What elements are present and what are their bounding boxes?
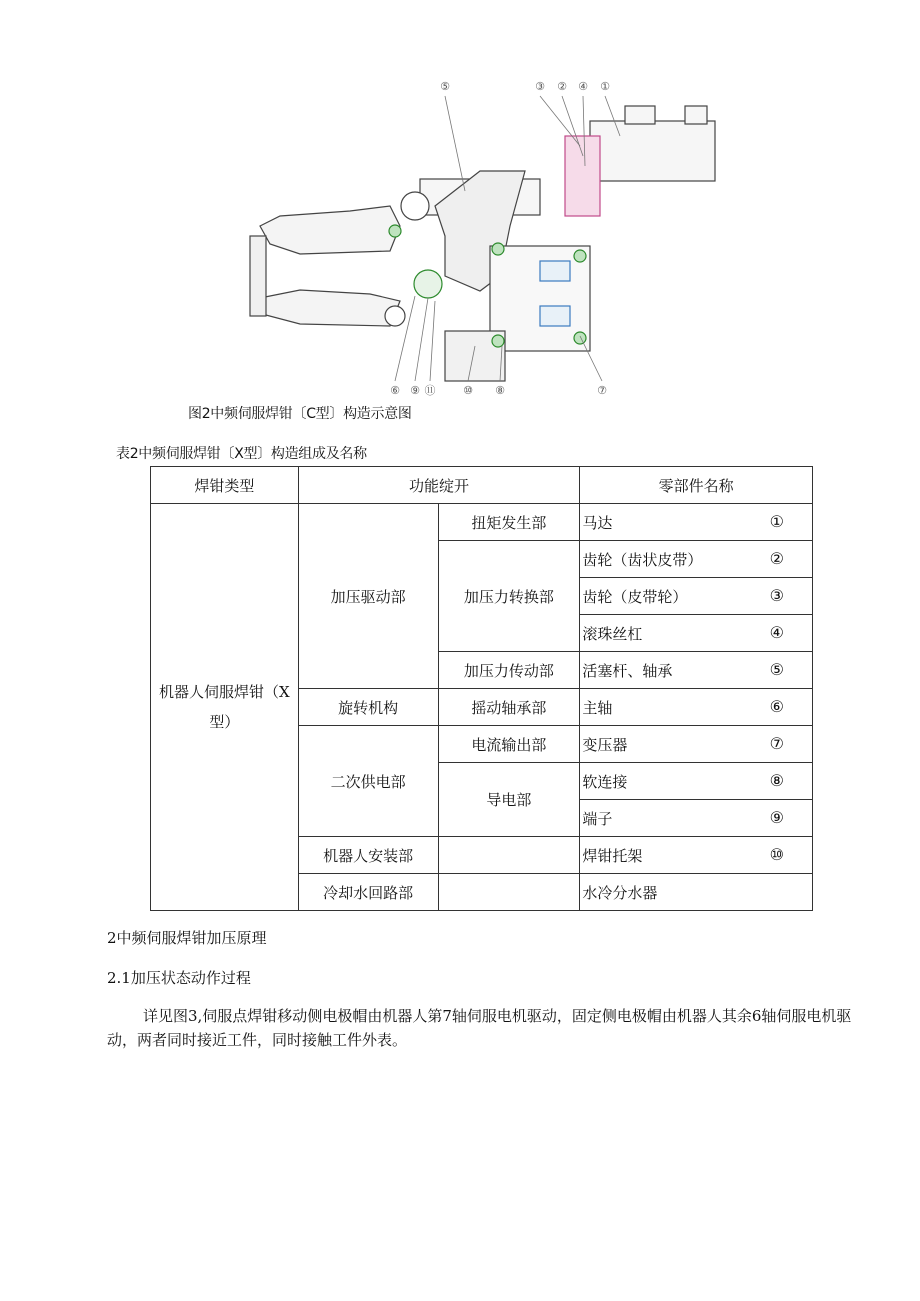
callout-3: ③: [535, 80, 545, 93]
pivot-upper: [401, 192, 429, 220]
callout-8: ⑧: [495, 384, 505, 397]
func-conduct: 导电部: [438, 763, 580, 837]
electrode-holder: [250, 236, 266, 316]
part-cell: 水冷分水器: [580, 874, 813, 911]
part-cell: 齿轮（齿状皮带） ②: [580, 541, 813, 578]
group-rotation: 旋转机构: [298, 689, 438, 726]
part-cell: 滚珠丝杠 ④: [580, 615, 813, 652]
callout-5: ⑤: [440, 80, 450, 93]
lower-arm-shape: [260, 290, 400, 326]
structure-table: [150, 466, 813, 911]
part-cell: 马达 ①: [580, 504, 813, 541]
welding-gun-diagram: [240, 76, 720, 406]
func-force-convert: 加压力转换部: [438, 541, 580, 652]
pivot-main: [414, 270, 442, 298]
part-cell: 主轴 ⑥: [580, 689, 813, 726]
figure-caption: 图2中频伺服焊钳〔C型〕构造示意图: [188, 406, 412, 422]
part-cell: 焊钳托架 ⑩: [580, 837, 813, 874]
func-current-output: 电流输出部: [438, 726, 580, 763]
motor-body: [590, 121, 715, 181]
header-parts: 零部件名称: [580, 467, 813, 504]
section-heading: 2中频伺服焊钳加压原理: [107, 929, 267, 947]
callout-9: ⑨: [410, 384, 420, 397]
part-cell: 齿轮（皮带轮） ③: [580, 578, 813, 615]
upper-arm-shape: [260, 206, 400, 254]
header-function: 功能绽开: [298, 467, 580, 504]
header-type: 焊钳类型: [151, 467, 299, 504]
empty-cell: [438, 874, 580, 911]
part-cell: 活塞杆、轴承 ⑤: [580, 652, 813, 689]
callout-10: ⑩: [463, 384, 473, 397]
func-swing-bearing: 摇动轴承部: [438, 689, 580, 726]
table-header-row: [151, 467, 813, 504]
empty-cell: [438, 837, 580, 874]
part-cell: 变压器 ⑦: [580, 726, 813, 763]
subsection-heading: 2.1加压状态动作过程: [107, 969, 251, 987]
func-torque: 扭矩发生部: [438, 504, 580, 541]
table-row: [151, 504, 813, 541]
callout-2: ②: [557, 80, 567, 93]
callout-7: ⑦: [597, 384, 607, 397]
gear-housing: [565, 136, 600, 216]
callout-4: ④: [578, 80, 588, 93]
pivot-lower: [385, 306, 405, 326]
group-secondary-power: 二次供电部: [298, 726, 438, 837]
group-cooling: 冷却水回路部: [298, 874, 438, 911]
table-title: 表2中频伺服焊钳〔X型〕构造组成及名称: [116, 446, 367, 462]
callout-1: ①: [600, 80, 610, 93]
motor-top-box: [625, 106, 655, 124]
group-robot-mount: 机器人安装部: [298, 837, 438, 874]
func-force-transmit: 加压力传动部: [438, 652, 580, 689]
callout-11: ⑪: [424, 384, 436, 397]
callout-6: ⑥: [390, 384, 400, 397]
motor-top-box-2: [685, 106, 707, 124]
part-cell: 软连接 ⑧: [580, 763, 813, 800]
type-cell: 机器人伺服焊钳（X型）: [151, 504, 299, 911]
group-pressure-drive: 加压驱动部: [298, 504, 438, 689]
body-paragraph: 详见图3,伺服点焊钳移动侧电极帽由机器人第7轴伺服电机驱动，固定侧电极帽由机器人其余6轴伺服电机驱动，两者同时接近工件，同时接触工件外表。: [107, 1007, 852, 1049]
part-cell: 端子 ⑨: [580, 800, 813, 837]
